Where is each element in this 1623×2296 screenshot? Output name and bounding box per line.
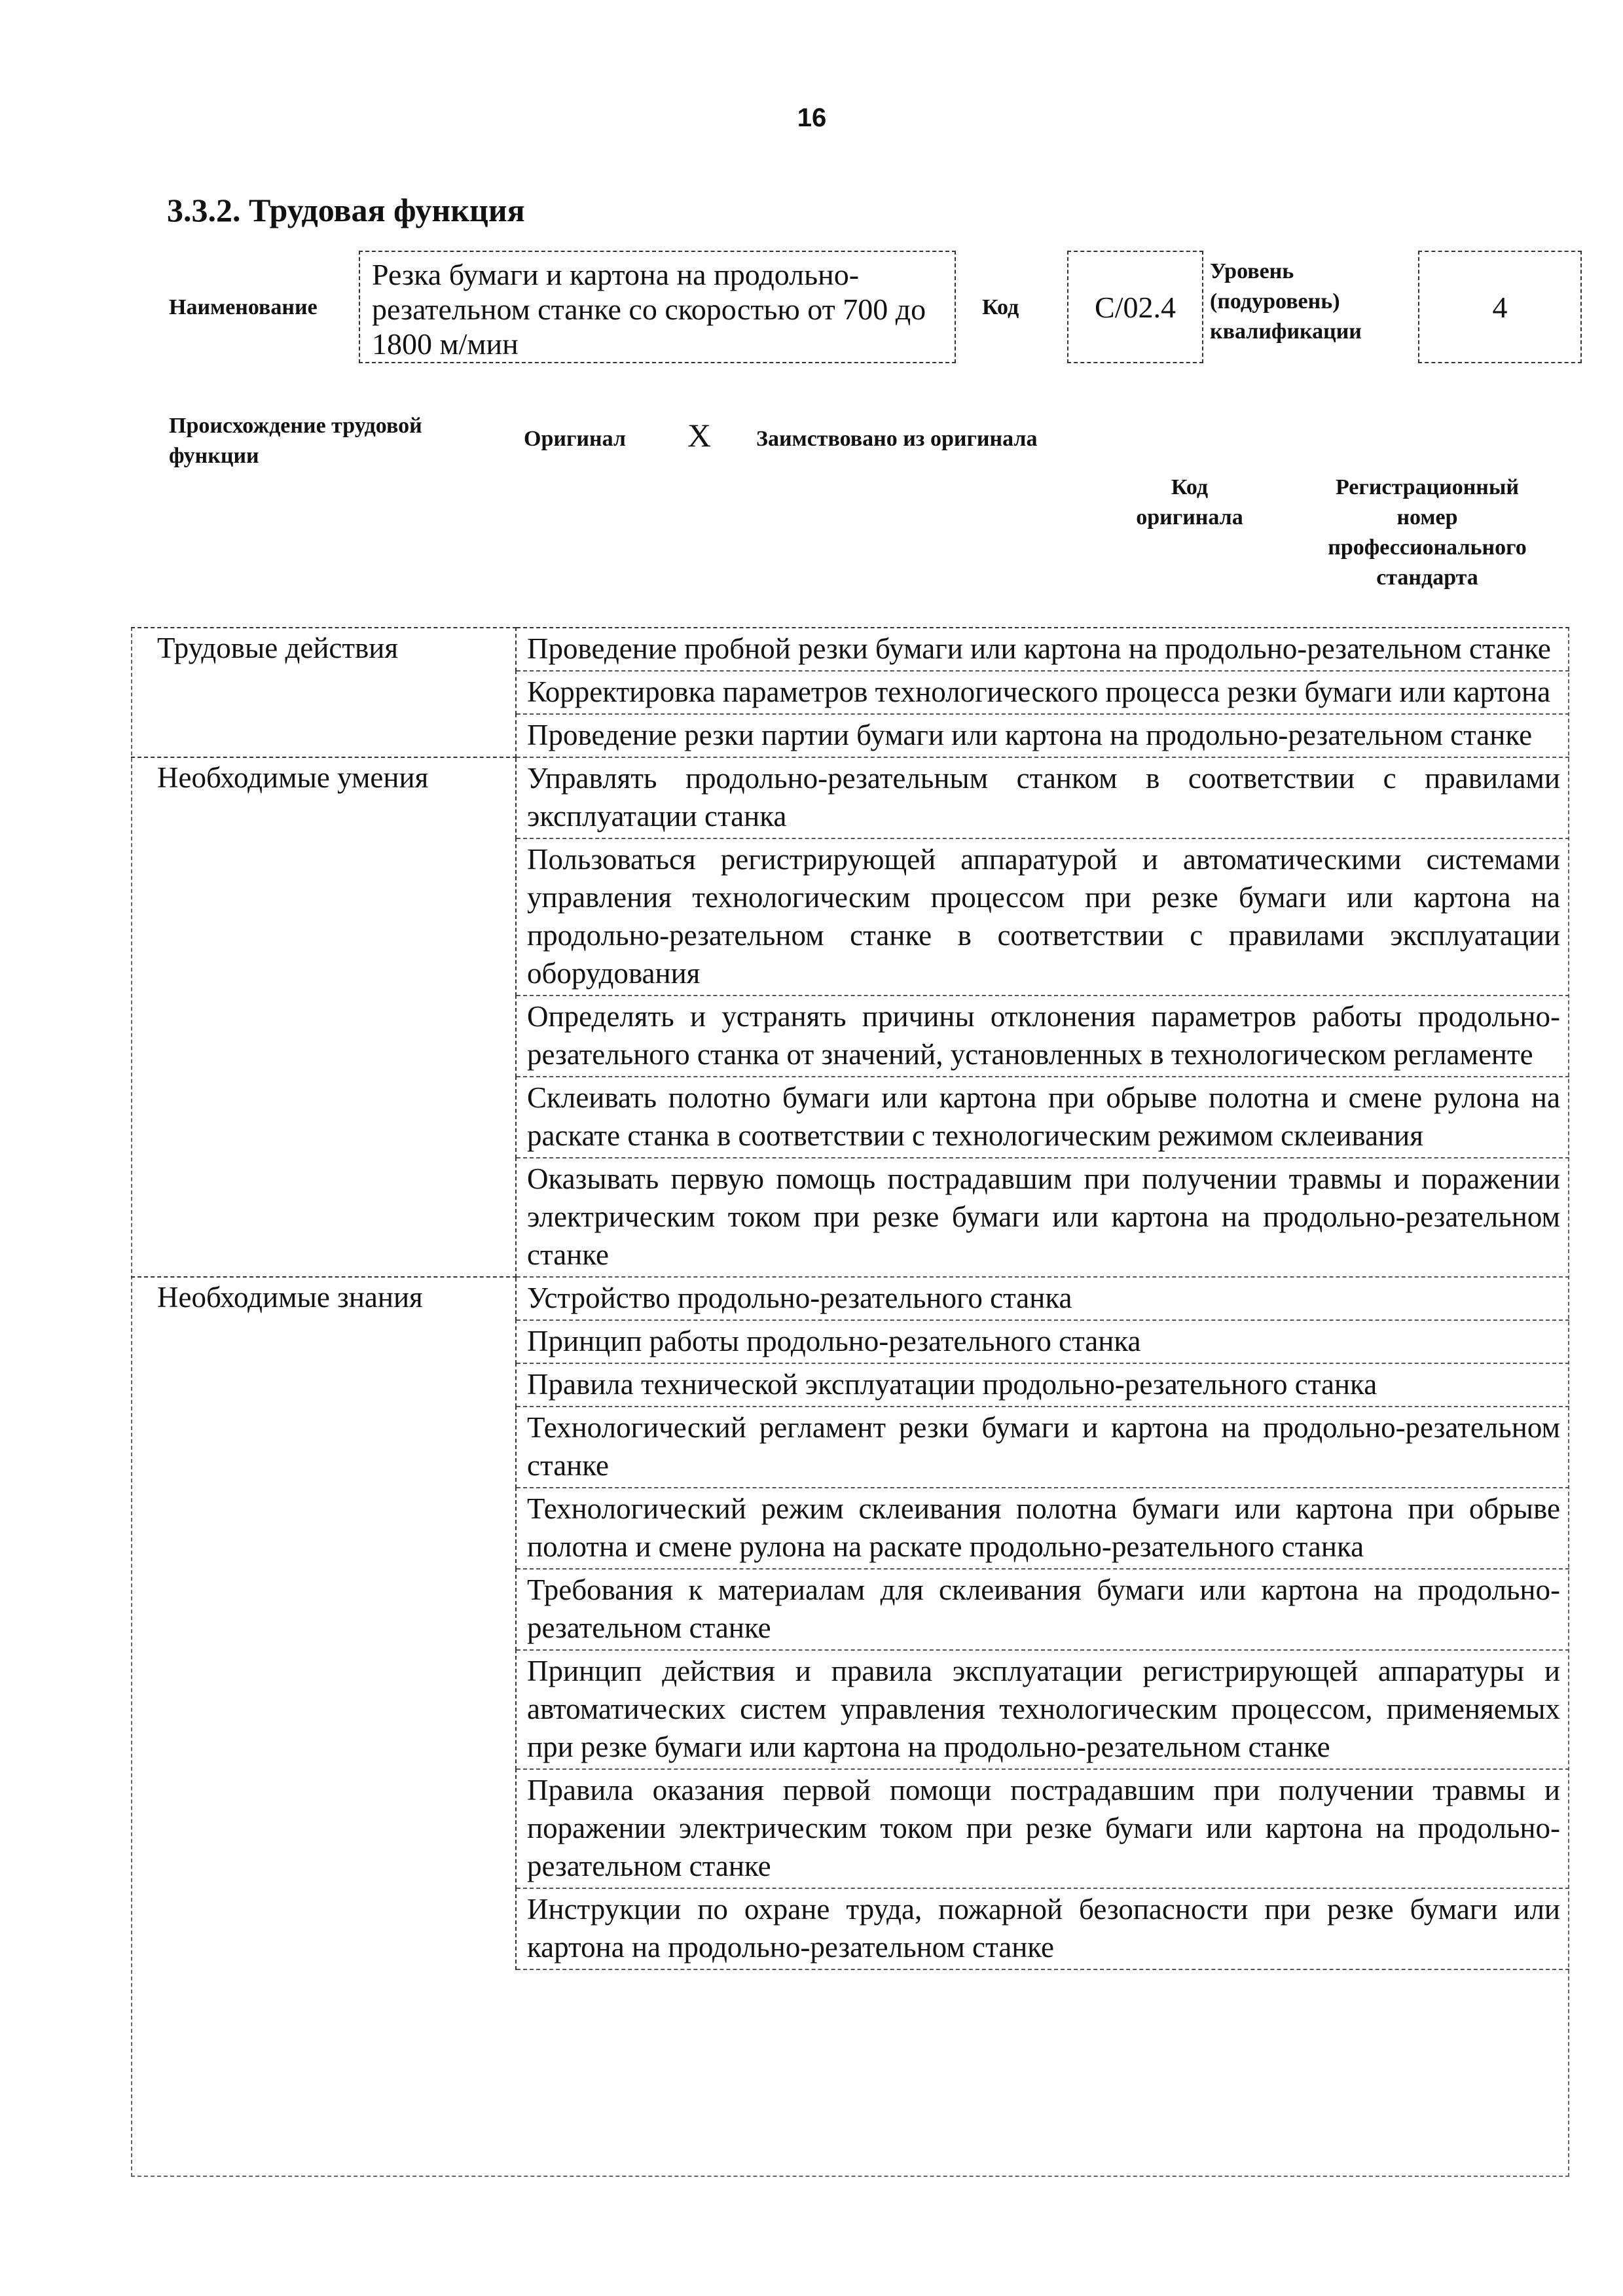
functions-table — [131, 627, 1569, 1970]
list-item: Управлять продольно-резательным станком в соответствии с правилами эксплуатации станка — [516, 757, 1569, 838]
category-required-knowledge: Необходимые знания — [131, 1277, 516, 1969]
list-item: Технологический режим склеивания полотна бумаги или картона при обрыве полотна и смене рулона на раскате продольно-резательного станка — [516, 1488, 1569, 1569]
list-item: Проведение резки партии бумаги или картона на продольно-резательном станке — [516, 714, 1569, 757]
category-required-skills: Необходимые умения — [131, 757, 516, 1277]
list-item: Устройство продольно-резательного станка — [516, 1277, 1569, 1320]
page-number: 16 — [797, 103, 827, 132]
code-label: Код — [982, 295, 1019, 319]
list-item: Пользоваться регистрирующей аппаратурой и автоматическими системами управления технологическим процессом при резке бумаги или картона на продольно-резательном станке в соответствии с правилами эксплуатации оборудования — [516, 838, 1569, 996]
reg-number-label: Регистрационный номер профессионального стандарта — [1328, 475, 1527, 590]
table-row — [131, 628, 1569, 671]
name-label: Наименование — [169, 295, 318, 319]
table-row — [131, 757, 1569, 838]
list-item: Правила технической эксплуатации продольно-резательного станка — [516, 1363, 1569, 1407]
borrowed-label: Заимствовано из оригинала — [756, 427, 1038, 451]
list-item: Проведение пробной резки бумаги или картона на продольно-резательном станке — [516, 628, 1569, 671]
category-labor-actions: Трудовые действия — [131, 628, 516, 757]
list-item: Определять и устранять причины отклонения параметров работы продольно-резательного станка от значений, установленных в технологическом регламенте — [516, 996, 1569, 1077]
table-row — [131, 1277, 1569, 1320]
list-item: Инструкции по охране труда, пожарной безопасности при резке бумаги или картона на продольно-резательном станке — [516, 1888, 1569, 1969]
list-item: Правила оказания первой помощи пострадавшим при получении травмы и поражении электрическим током при резке бумаги или картона на продольно-резательном станке — [516, 1769, 1569, 1888]
original-label: Оригинал — [524, 427, 626, 451]
list-item: Принцип работы продольно-резательного станка — [516, 1320, 1569, 1363]
list-item: Оказывать первую помощь пострадавшим при получении травмы и поражении электрическим током при резке бумаги или картона на продольно-резательном станке — [516, 1158, 1569, 1277]
original-mark: X — [687, 417, 712, 454]
list-item: Принцип действия и правила эксплуатации регистрирующей аппаратуры и автоматических систем управления технологическим процессом, применяемых при резке бумаги или картона на продольно-резательном станке — [516, 1650, 1569, 1769]
level-label: Уровень (подуровень) квалификации — [1210, 259, 1362, 344]
code-value: C/02.4 — [1067, 251, 1203, 363]
list-item: Технологический регламент резки бумаги и картона на продольно-резательном станке — [516, 1407, 1569, 1488]
origin-label: Происхождение трудовой функции — [169, 414, 422, 468]
original-code-label: Код оригинала — [1136, 475, 1243, 529]
level-value: 4 — [1418, 251, 1582, 363]
list-item: Требования к материалам для склеивания бумаги или картона на продольно-резательном станке — [516, 1569, 1569, 1650]
list-item: Корректировка параметров технологического процесса резки бумаги или картона — [516, 671, 1569, 714]
section-title: 3.3.2. Трудовая функция — [167, 192, 525, 228]
list-item: Склеивать полотно бумаги или картона при обрыве полотна и смене рулона на раскате станка в соответствии с технологическим режимом склеивания — [516, 1077, 1569, 1158]
name-value: Резка бумаги и картона на продольно-резательном станке со скоростью от 700 до 1800 м/мин — [359, 251, 956, 363]
